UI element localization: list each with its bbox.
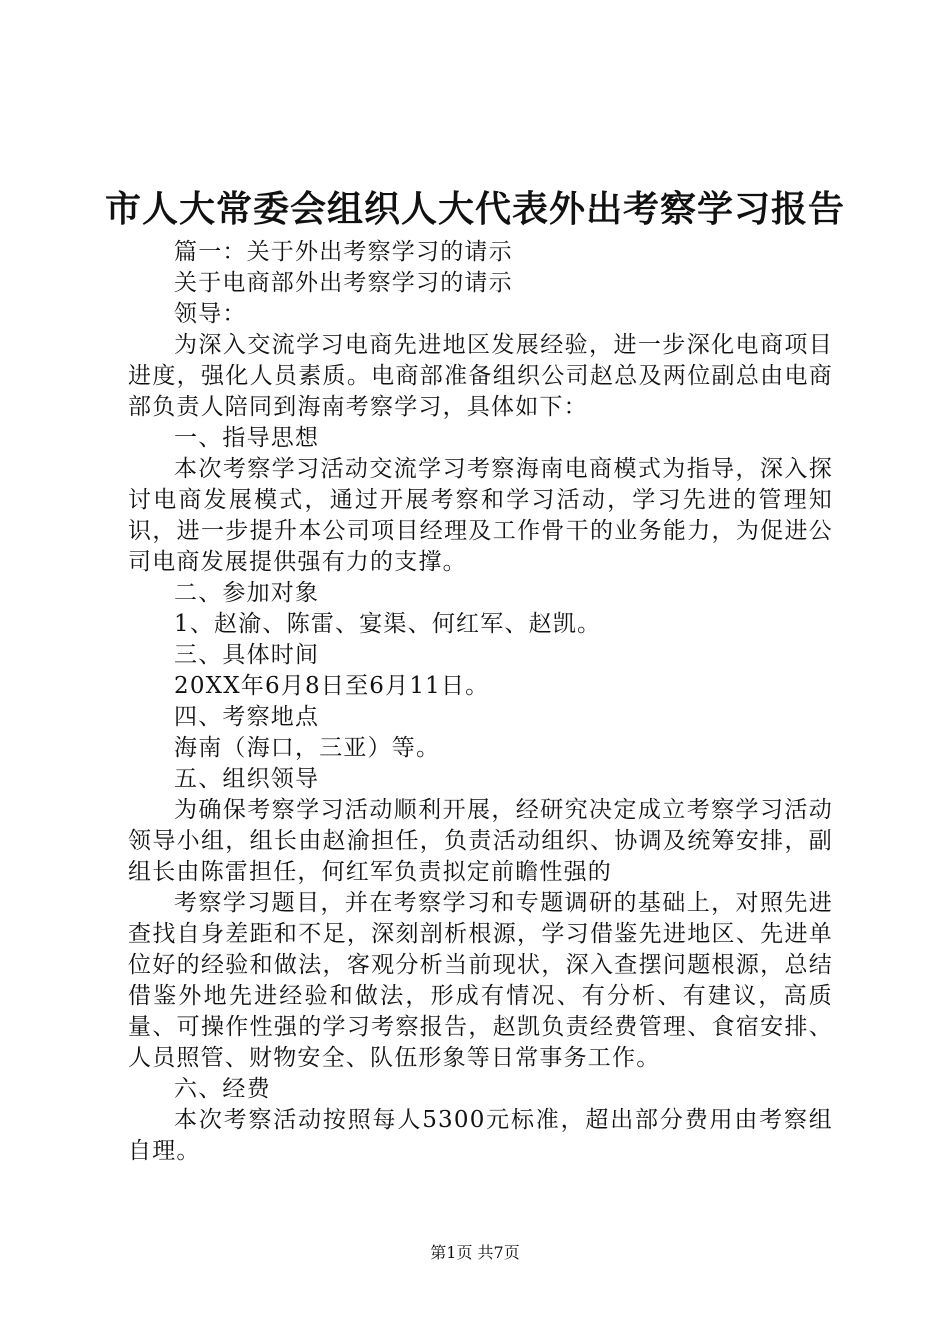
paragraph-location: 海南（海口，三亚）等。 bbox=[174, 735, 441, 761]
document-title: 市人大常委会组织人大代表外出考察学习报告 bbox=[104, 189, 845, 230]
paragraph-funding: 本次考察活动按照每人5300元标准，超出部分费用由考察组自理。 bbox=[128, 1107, 833, 1164]
document-body bbox=[128, 237, 833, 1167]
paragraph-salutation: 领导： bbox=[174, 301, 247, 327]
paragraph-subtitle: 篇一：关于外出考察学习的请示 bbox=[174, 239, 513, 265]
section-heading-funding: 六、经费 bbox=[174, 1076, 271, 1102]
section-heading-time: 三、具体时间 bbox=[174, 642, 320, 668]
section-heading-guiding: 一、指导思想 bbox=[174, 425, 320, 451]
paragraph-heading: 关于电商部外出考察学习的请示 bbox=[174, 270, 513, 296]
paragraph-time: 20XX年6月8日至6月11日。 bbox=[174, 673, 490, 699]
paragraph-leadership-continued: 考察学习题目，并在考察学习和专题调研的基础上，对照先进查找自身差距和不足，深刻剖析根源，学习借鉴先进地区、先进单位好的经验和做法，客观分析当前现状，深入查摆问题根源，总结借鉴外地先进经验和做法，形成有情况、有分析、有建议，高质量、可操作性强的学习考察报告，赵凯负责经费管理、食宿安排、人员照管、财物安全、队伍形象等日常事务工作。 bbox=[128, 890, 833, 1071]
section-heading-participants: 二、参加对象 bbox=[174, 580, 320, 606]
paragraph-guiding: 本次考察学习活动交流学习考察海南电商模式为指导，深入探讨电商发展模式，通过开展考察和学习活动，学习先进的管理知识，进一步提升本公司项目经理及工作骨干的业务能力，为促进公司电商发展提供强有力的支撑。 bbox=[128, 456, 833, 575]
page-number: 第1页 共7页 bbox=[430, 1243, 520, 1262]
paragraph-intro: 为深入交流学习电商先进地区发展经验，进一步深化电商项目进度，强化人员素质。电商部准备组织公司赵总及两位副总由电商部负责人陪同到海南考察学习，具体如下： bbox=[128, 332, 833, 420]
section-heading-leadership: 五、组织领导 bbox=[174, 766, 320, 792]
section-heading-location: 四、考察地点 bbox=[174, 704, 320, 730]
paragraph-participants: 1、赵渝、陈雷、宴渠、何红军、赵凯。 bbox=[174, 611, 602, 637]
paragraph-leadership: 为确保考察学习活动顺利开展，经研究决定成立考察学习活动领导小组，组长由赵渝担任，负责活动组织、协调及统筹安排，副组长由陈雷担任，何红军负责拟定前瞻性强的 bbox=[128, 797, 833, 885]
